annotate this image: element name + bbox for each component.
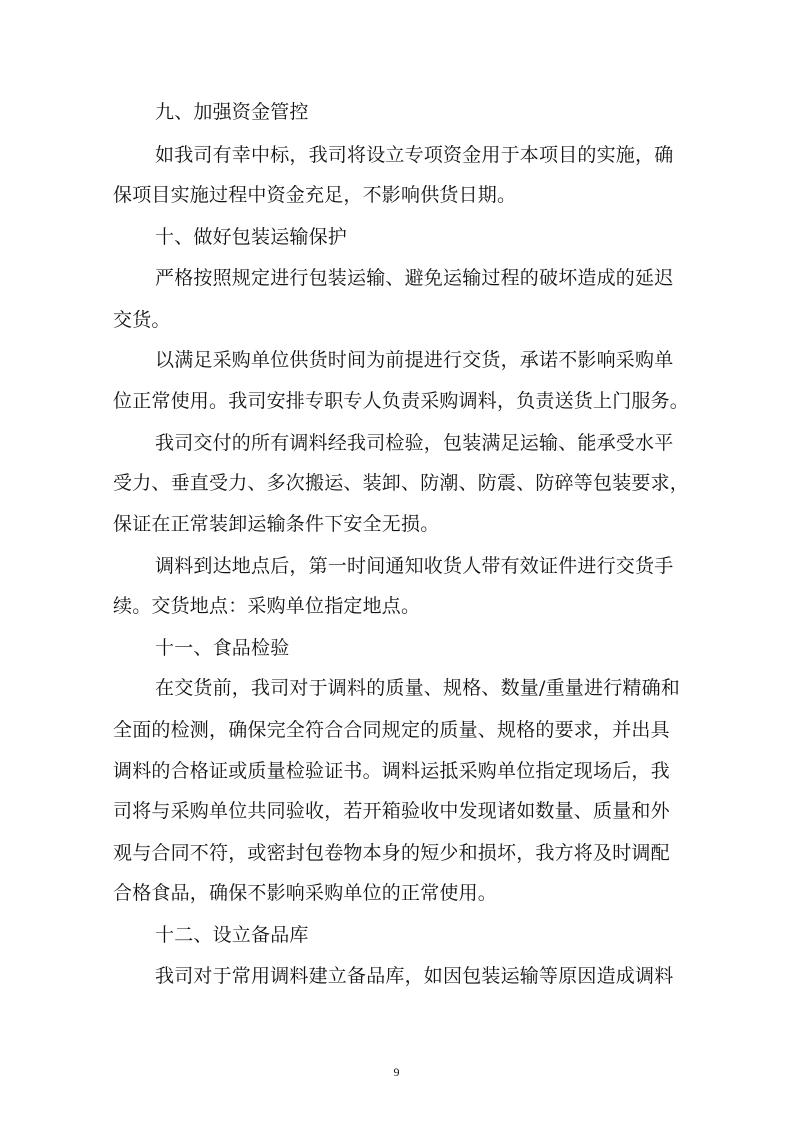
section-heading-10: 十、做好包装运输保护 xyxy=(155,226,348,248)
page-number: 9 xyxy=(393,1065,400,1079)
paragraph-line: 以满足采购单位供货时间为前提进行交货，承诺不影响采购单 xyxy=(155,349,674,371)
paragraph-line: 保证在正常装卸运输条件下安全无损。 xyxy=(113,513,440,535)
section-heading-9: 九、加强资金管控 xyxy=(155,101,309,123)
paragraph-line: 交货。 xyxy=(113,309,171,331)
paragraph-line: 全面的检测，确保完全符合合同规定的质量、规格的要求，并出具 xyxy=(113,719,670,741)
paragraph-line: 调料到达地点后，第一时间通知收货人带有效证件进行交货手 xyxy=(155,555,674,577)
paragraph-line: 观与合同不符，或密封包卷物本身的短少和损坏，我方将及时调配 xyxy=(113,842,670,864)
paragraph-line: 调料的合格证或质量检验证书。调料运抵采购单位指定现场后，我 xyxy=(113,760,670,782)
paragraph-line: 严格按照规定进行包装运输、避免运输过程的破坏造成的延迟 xyxy=(155,267,674,289)
paragraph-line: 司将与采购单位共同验收，若开箱验收中发现诸如数量、质量和外 xyxy=(113,800,670,822)
paragraph-line: 如我司有幸中标，我司将设立专项资金用于本项目的实施，确 xyxy=(155,144,674,166)
paragraph-line: 我司交付的所有调料经我司检验，包装满足运输、能承受水平 xyxy=(155,432,674,454)
paragraph-line: 合格食品，确保不影响采购单位的正常使用。 xyxy=(113,882,498,904)
paragraph-line: 受力、垂直受力、多次搬运、装卸、防潮、防震、防碎等包装要求， xyxy=(113,472,690,494)
section-heading-12: 十二、设立备品库 xyxy=(155,924,309,946)
paragraph-line: 位正常使用。我司安排专职专人负责采购调料，负责送货上门服务。 xyxy=(113,390,690,412)
paragraph-line: 我司对于常用调料建立备品库，如因包装运输等原因造成调料 xyxy=(155,965,674,987)
section-heading-11: 十一、食品检验 xyxy=(155,637,290,659)
paragraph-line: 在交货前，我司对于调料的质量、规格、数量/重量进行精确和 xyxy=(155,677,681,699)
paragraph-line: 保项目实施过程中资金充足，不影响供货日期。 xyxy=(113,184,517,206)
paragraph-line: 续。交货地点：采购单位指定地点。 xyxy=(113,595,421,617)
